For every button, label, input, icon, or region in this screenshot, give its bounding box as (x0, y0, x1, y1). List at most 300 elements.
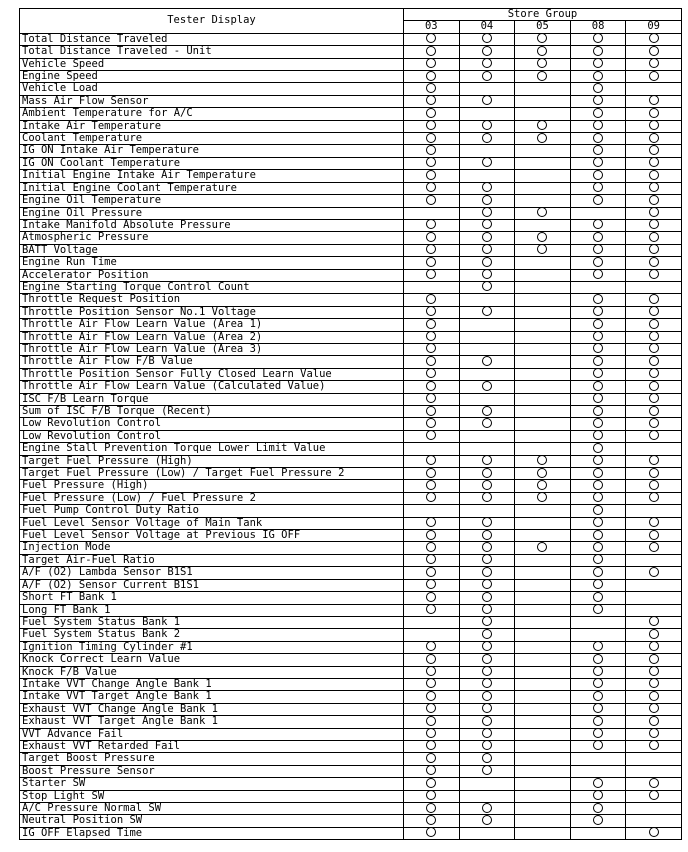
circle-icon (482, 629, 492, 639)
circle-icon (649, 629, 659, 639)
group-cell-09 (626, 815, 682, 827)
group-cell-03 (404, 703, 460, 715)
group-cell-04 (459, 443, 515, 455)
group-cell-09 (626, 654, 682, 666)
group-cell-03 (404, 468, 460, 480)
circle-icon (649, 182, 659, 192)
circle-icon (593, 430, 603, 440)
group-cell-04 (459, 430, 515, 442)
group-cell-05 (515, 83, 571, 95)
circle-icon (649, 827, 659, 837)
tester-display-item: Fuel System Status Bank 2 (20, 629, 404, 641)
group-cell-08 (570, 790, 626, 802)
group-cell-09 (626, 356, 682, 368)
group-cell-08 (570, 368, 626, 380)
group-cell-08 (570, 530, 626, 542)
group-cell-08 (570, 182, 626, 194)
table-row (20, 641, 682, 653)
circle-icon (649, 740, 659, 750)
group-cell-05 (515, 616, 571, 628)
circle-icon (649, 468, 659, 478)
circle-icon (426, 542, 436, 552)
circle-icon (482, 604, 492, 614)
group-cell-05 (515, 207, 571, 219)
circle-icon (482, 678, 492, 688)
table-row (20, 728, 682, 740)
circle-icon (649, 492, 659, 502)
circle-icon (593, 492, 603, 502)
circle-icon (482, 46, 492, 56)
group-cell-09 (626, 418, 682, 430)
circle-icon (649, 517, 659, 527)
table-row (20, 492, 682, 504)
circle-icon (593, 728, 603, 738)
group-cell-08 (570, 145, 626, 157)
group-cell-05 (515, 71, 571, 83)
group-cell-03 (404, 120, 460, 132)
circle-icon (593, 517, 603, 527)
group-cell-03 (404, 294, 460, 306)
circle-icon (537, 133, 547, 143)
circle-icon (426, 567, 436, 577)
table-row (20, 430, 682, 442)
circle-icon (426, 170, 436, 180)
group-cell-08 (570, 393, 626, 405)
circle-icon (593, 691, 603, 701)
table-row (20, 703, 682, 715)
group-cell-09 (626, 381, 682, 393)
circle-icon (426, 666, 436, 676)
circle-icon (426, 654, 436, 664)
group-cell-09 (626, 604, 682, 616)
circle-icon (426, 393, 436, 403)
group-cell-03 (404, 691, 460, 703)
table-row (20, 418, 682, 430)
circle-icon (537, 71, 547, 81)
circle-icon (482, 517, 492, 527)
group-cell-09 (626, 542, 682, 554)
group-cell-04 (459, 654, 515, 666)
table-row (20, 803, 682, 815)
group-cell-05 (515, 281, 571, 293)
group-cell-04 (459, 666, 515, 678)
table-row (20, 678, 682, 690)
table-row (20, 530, 682, 542)
group-cell-09 (626, 728, 682, 740)
circle-icon (426, 579, 436, 589)
group-cell-08 (570, 430, 626, 442)
circle-icon (426, 195, 436, 205)
group-cell-09 (626, 319, 682, 331)
group-cell-09 (626, 219, 682, 231)
tester-display-item: A/F (O2) Sensor Current B1S1 (20, 579, 404, 591)
group-cell-04 (459, 281, 515, 293)
group-cell-08 (570, 331, 626, 343)
circle-icon (649, 331, 659, 341)
table-row (20, 219, 682, 231)
store-group-column-08: 08 (570, 21, 626, 33)
circle-icon (593, 678, 603, 688)
tester-display-item: Accelerator Position (20, 269, 404, 281)
group-cell-05 (515, 790, 571, 802)
group-cell-03 (404, 331, 460, 343)
circle-icon (593, 443, 603, 453)
group-cell-04 (459, 790, 515, 802)
tester-display-item: Engine Starting Torque Control Count (20, 281, 404, 293)
group-cell-05 (515, 157, 571, 169)
group-cell-08 (570, 58, 626, 70)
circle-icon (482, 58, 492, 68)
table-row (20, 778, 682, 790)
circle-icon (426, 703, 436, 713)
group-cell-05 (515, 393, 571, 405)
circle-icon (426, 219, 436, 229)
circle-icon (426, 381, 436, 391)
group-cell-03 (404, 666, 460, 678)
group-cell-09 (626, 430, 682, 442)
tester-display-item: Total Distance Traveled (20, 33, 404, 45)
group-cell-05 (515, 728, 571, 740)
group-cell-04 (459, 703, 515, 715)
table-row (20, 108, 682, 120)
group-cell-04 (459, 740, 515, 752)
group-cell-05 (515, 703, 571, 715)
circle-icon (482, 244, 492, 254)
circle-icon (482, 641, 492, 651)
circle-icon (426, 691, 436, 701)
store-group-column-09: 09 (626, 21, 682, 33)
group-cell-09 (626, 443, 682, 455)
group-cell-03 (404, 133, 460, 145)
group-cell-05 (515, 368, 571, 380)
circle-icon (649, 616, 659, 626)
circle-icon (426, 678, 436, 688)
circle-icon (649, 269, 659, 279)
group-cell-08 (570, 678, 626, 690)
circle-icon (649, 716, 659, 726)
circle-icon (649, 33, 659, 43)
group-cell-05 (515, 654, 571, 666)
circle-icon (482, 616, 492, 626)
group-cell-08 (570, 281, 626, 293)
circle-icon (426, 430, 436, 440)
tester-display-item: IG ON Intake Air Temperature (20, 145, 404, 157)
group-cell-09 (626, 120, 682, 132)
group-cell-09 (626, 468, 682, 480)
store-group-table (19, 8, 682, 840)
table-row (20, 443, 682, 455)
group-cell-09 (626, 803, 682, 815)
circle-icon (482, 207, 492, 217)
group-cell-05 (515, 530, 571, 542)
group-cell-08 (570, 455, 626, 467)
tester-display-item: ISC F/B Learn Torque (20, 393, 404, 405)
circle-icon (426, 778, 436, 788)
circle-icon (426, 257, 436, 267)
tester-display-item: Exhaust VVT Target Angle Bank 1 (20, 716, 404, 728)
group-cell-04 (459, 505, 515, 517)
tester-display-item: Ignition Timing Cylinder #1 (20, 641, 404, 653)
group-cell-09 (626, 71, 682, 83)
circle-icon (649, 343, 659, 353)
group-cell-05 (515, 803, 571, 815)
circle-icon (593, 703, 603, 713)
group-cell-03 (404, 480, 460, 492)
group-cell-08 (570, 567, 626, 579)
group-cell-03 (404, 195, 460, 207)
circle-icon (649, 319, 659, 329)
group-cell-03 (404, 83, 460, 95)
group-cell-04 (459, 517, 515, 529)
group-cell-09 (626, 108, 682, 120)
group-cell-08 (570, 827, 626, 839)
group-cell-08 (570, 356, 626, 368)
circle-icon (482, 765, 492, 775)
circle-icon (593, 740, 603, 750)
group-cell-03 (404, 281, 460, 293)
group-cell-04 (459, 133, 515, 145)
table-row (20, 765, 682, 777)
table-row (20, 468, 682, 480)
tester-display-item: Knock Correct Learn Value (20, 654, 404, 666)
group-cell-09 (626, 616, 682, 628)
group-cell-09 (626, 517, 682, 529)
group-cell-04 (459, 145, 515, 157)
circle-icon (593, 778, 603, 788)
group-cell-09 (626, 740, 682, 752)
group-cell-04 (459, 530, 515, 542)
group-cell-04 (459, 641, 515, 653)
group-cell-03 (404, 269, 460, 281)
group-cell-08 (570, 33, 626, 45)
group-cell-03 (404, 505, 460, 517)
group-cell-04 (459, 815, 515, 827)
group-cell-05 (515, 319, 571, 331)
circle-icon (426, 331, 436, 341)
table-row (20, 740, 682, 752)
table-row (20, 244, 682, 256)
group-cell-05 (515, 108, 571, 120)
group-cell-09 (626, 170, 682, 182)
group-cell-03 (404, 740, 460, 752)
group-cell-04 (459, 182, 515, 194)
circle-icon (426, 120, 436, 130)
circle-icon (593, 306, 603, 316)
circle-icon (426, 133, 436, 143)
circle-icon (426, 753, 436, 763)
circle-icon (649, 641, 659, 651)
group-cell-09 (626, 46, 682, 58)
circle-icon (426, 641, 436, 651)
group-cell-09 (626, 480, 682, 492)
group-cell-03 (404, 629, 460, 641)
circle-icon (426, 530, 436, 540)
circle-icon (482, 356, 492, 366)
circle-icon (649, 108, 659, 118)
circle-icon (537, 542, 547, 552)
group-cell-04 (459, 232, 515, 244)
circle-icon (593, 542, 603, 552)
group-cell-08 (570, 641, 626, 653)
group-cell-05 (515, 480, 571, 492)
group-cell-04 (459, 616, 515, 628)
group-cell-09 (626, 269, 682, 281)
group-cell-04 (459, 393, 515, 405)
group-cell-08 (570, 306, 626, 318)
circle-icon (593, 654, 603, 664)
circle-icon (426, 232, 436, 242)
group-cell-03 (404, 95, 460, 107)
circle-icon (649, 790, 659, 800)
group-cell-08 (570, 120, 626, 132)
group-cell-04 (459, 343, 515, 355)
group-cell-08 (570, 381, 626, 393)
group-cell-03 (404, 306, 460, 318)
group-cell-05 (515, 133, 571, 145)
circle-icon (649, 654, 659, 664)
group-cell-04 (459, 381, 515, 393)
group-cell-09 (626, 492, 682, 504)
tester-display-item: Engine Stall Prevention Torque Lower Limit Value (20, 443, 404, 455)
table-row (20, 654, 682, 666)
tester-display-item: Initial Engine Coolant Temperature (20, 182, 404, 194)
group-cell-04 (459, 418, 515, 430)
circle-icon (482, 492, 492, 502)
group-cell-05 (515, 716, 571, 728)
circle-icon (593, 455, 603, 465)
circle-icon (537, 207, 547, 217)
group-cell-05 (515, 269, 571, 281)
table-row (20, 319, 682, 331)
circle-icon (649, 455, 659, 465)
circle-icon (426, 740, 436, 750)
circle-icon (593, 219, 603, 229)
circle-icon (426, 244, 436, 254)
circle-icon (537, 232, 547, 242)
circle-icon (482, 455, 492, 465)
group-cell-08 (570, 468, 626, 480)
group-cell-09 (626, 232, 682, 244)
table-row (20, 393, 682, 405)
group-cell-09 (626, 195, 682, 207)
table-row (20, 368, 682, 380)
group-cell-05 (515, 778, 571, 790)
group-cell-05 (515, 381, 571, 393)
group-cell-08 (570, 443, 626, 455)
tester-display-item: Stop Light SW (20, 790, 404, 802)
group-cell-08 (570, 740, 626, 752)
tester-display-item: Low Revolution Control (20, 418, 404, 430)
group-cell-08 (570, 157, 626, 169)
group-cell-08 (570, 492, 626, 504)
group-cell-08 (570, 654, 626, 666)
circle-icon (426, 95, 436, 105)
group-cell-03 (404, 157, 460, 169)
group-cell-05 (515, 579, 571, 591)
table-row (20, 294, 682, 306)
circle-icon (426, 517, 436, 527)
group-cell-05 (515, 406, 571, 418)
table-row (20, 157, 682, 169)
table-row (20, 343, 682, 355)
tester-display-item: Total Distance Traveled - Unit (20, 46, 404, 58)
group-cell-05 (515, 58, 571, 70)
group-cell-05 (515, 219, 571, 231)
group-cell-03 (404, 492, 460, 504)
tester-display-item: Vehicle Load (20, 83, 404, 95)
group-cell-04 (459, 319, 515, 331)
circle-icon (593, 319, 603, 329)
group-cell-05 (515, 232, 571, 244)
circle-icon (593, 33, 603, 43)
circle-icon (593, 567, 603, 577)
group-cell-05 (515, 592, 571, 604)
group-cell-03 (404, 728, 460, 740)
group-cell-04 (459, 108, 515, 120)
group-cell-03 (404, 455, 460, 467)
group-cell-09 (626, 753, 682, 765)
group-cell-09 (626, 207, 682, 219)
group-cell-04 (459, 554, 515, 566)
group-cell-05 (515, 691, 571, 703)
circle-icon (537, 468, 547, 478)
circle-icon (537, 120, 547, 130)
group-cell-09 (626, 641, 682, 653)
group-cell-03 (404, 406, 460, 418)
circle-icon (482, 592, 492, 602)
tester-display-item: Throttle Position Sensor No.1 Voltage (20, 306, 404, 318)
circle-icon (593, 530, 603, 540)
circle-icon (649, 207, 659, 217)
group-cell-08 (570, 778, 626, 790)
group-cell-05 (515, 815, 571, 827)
circle-icon (593, 604, 603, 614)
table-row (20, 46, 682, 58)
tester-display-item: Fuel Pressure (Low) / Fuel Pressure 2 (20, 492, 404, 504)
circle-icon (649, 406, 659, 416)
circle-icon (593, 579, 603, 589)
group-cell-08 (570, 71, 626, 83)
circle-icon (649, 393, 659, 403)
group-cell-04 (459, 753, 515, 765)
group-cell-09 (626, 678, 682, 690)
store-group-column-04: 04 (459, 21, 515, 33)
group-cell-04 (459, 803, 515, 815)
circle-icon (482, 530, 492, 540)
group-cell-04 (459, 257, 515, 269)
group-cell-04 (459, 120, 515, 132)
group-cell-09 (626, 58, 682, 70)
group-cell-05 (515, 195, 571, 207)
circle-icon (649, 294, 659, 304)
circle-icon (426, 71, 436, 81)
group-cell-05 (515, 343, 571, 355)
group-cell-08 (570, 257, 626, 269)
group-cell-05 (515, 765, 571, 777)
group-cell-03 (404, 790, 460, 802)
group-cell-08 (570, 294, 626, 306)
circle-icon (649, 95, 659, 105)
group-cell-04 (459, 170, 515, 182)
group-cell-03 (404, 430, 460, 442)
circle-icon (537, 46, 547, 56)
group-cell-08 (570, 244, 626, 256)
group-cell-03 (404, 418, 460, 430)
tester-display-item: Intake VVT Change Angle Bank 1 (20, 678, 404, 690)
circle-icon (649, 46, 659, 56)
circle-icon (649, 567, 659, 577)
circle-icon (426, 306, 436, 316)
